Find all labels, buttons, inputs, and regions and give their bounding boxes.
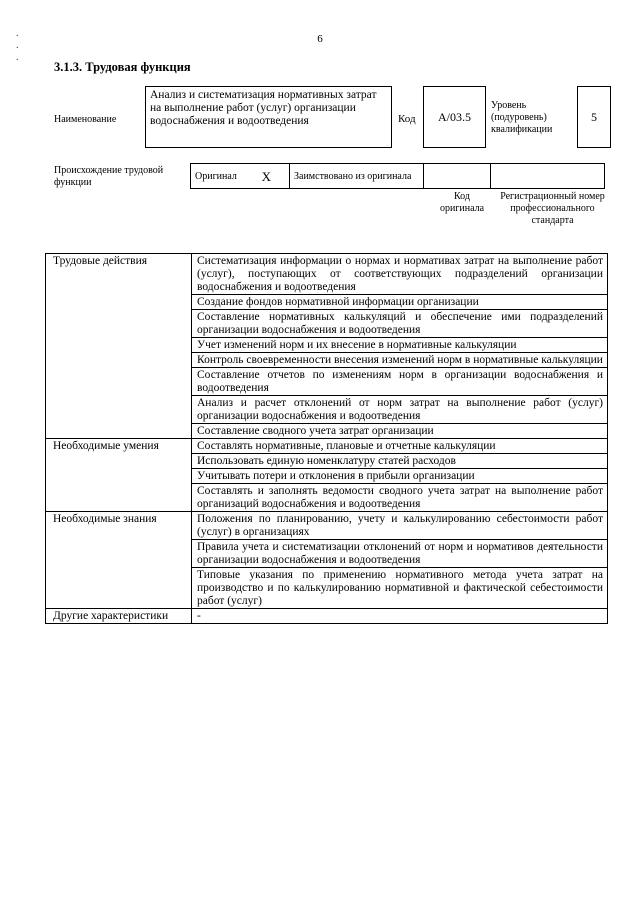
original-label: Оригинал [195, 170, 237, 182]
borrowed-cell [290, 164, 424, 189]
item-cell: Учитывать потери и отклонения в прибыли организации [192, 469, 608, 484]
item-cell: Составление нормативных калькуляций и обеспечение ими подразделений организации водоснабжения и водоотведения [192, 310, 608, 338]
item-cell: Систематизация информации о нормах и нормативах затрат на выполнение работ (услуг), поступающих от соответствующих подразделений организации водоснабжения и водоотведения [192, 254, 608, 295]
table-row [46, 254, 608, 295]
category-cell: Трудовые действия [46, 254, 192, 439]
level-box [577, 86, 611, 148]
original-cell [191, 164, 290, 189]
name-label: Наименование [54, 114, 117, 125]
original-code-cell [424, 164, 491, 189]
category-cell: Необходимые знания [46, 512, 192, 609]
code-value: A/03.5 [438, 109, 471, 124]
level-label: Уровень (подуровень) квалификации [491, 100, 553, 135]
original-mark: X [261, 168, 271, 184]
item-cell: Составлять нормативные, плановые и отчетные калькуляции [192, 439, 608, 454]
origin-table [190, 163, 605, 189]
function-name: Анализ и систематизация нормативных затрат на выполнение работ (услуг) организации водоснабжения и водоотведения [150, 89, 377, 127]
category-cell: Другие характеристики [46, 609, 192, 624]
item-cell: Составлять и заполнять ведомости сводного учета затрат на выполнение работ организаций водоснабжения и водоотведения [192, 484, 608, 512]
item-cell: Составление сводного учета затрат организации [192, 424, 608, 439]
scan-marks: . . . [16, 28, 19, 63]
page-number: 6 [317, 33, 323, 45]
registration-caption: Регистрационный номер профессионального стандарта [500, 191, 605, 226]
code-label: Код [398, 113, 416, 125]
table-row [46, 512, 608, 540]
section-title: 3.1.3. Трудовая функция [54, 60, 191, 74]
item-cell: Создание фондов нормативной информации организации [192, 295, 608, 310]
table-row [46, 439, 608, 454]
category-cell: Необходимые умения [46, 439, 192, 512]
item-cell: Учет изменений норм и их внесение в нормативные калькуляции [192, 338, 608, 353]
item-cell: Использовать единую номенклатуру статей расходов [192, 454, 608, 469]
origin-label: Происхождение трудовой функции [54, 165, 164, 188]
item-cell: Составление отчетов по изменениям норм в организации водоснабжения и водоотведения [192, 368, 608, 396]
table-row [46, 609, 608, 624]
function-details-table [45, 253, 608, 624]
registration-number-cell [491, 164, 605, 189]
code-box [423, 86, 486, 148]
item-cell: Положения по планированию, учету и калькулированию себестоимости работ (услуг) в организациях [192, 512, 608, 540]
level-value: 5 [591, 109, 597, 124]
item-cell: Правила учета и систематизации отклонений от норм и нормативов деятельности организации водоснабжения и водоотведения [192, 540, 608, 568]
borrowed-label: Заимствовано из оригинала [294, 170, 412, 182]
code-caption: Код оригинала [439, 191, 485, 214]
item-cell: Типовые указания по применению нормативного метода учета затрат на производство и по калькулированию нормативной и фактической себестоимости работ (услуг) [192, 568, 608, 609]
item-cell: Контроль своевременности внесения изменений норм в нормативные калькуляции [192, 353, 608, 368]
item-cell: - [192, 609, 608, 624]
function-name-box [145, 86, 392, 148]
item-cell: Анализ и расчет отклонений от норм затрат на выполнение работ (услуг) организации водоснабжения и водоотведения [192, 396, 608, 424]
